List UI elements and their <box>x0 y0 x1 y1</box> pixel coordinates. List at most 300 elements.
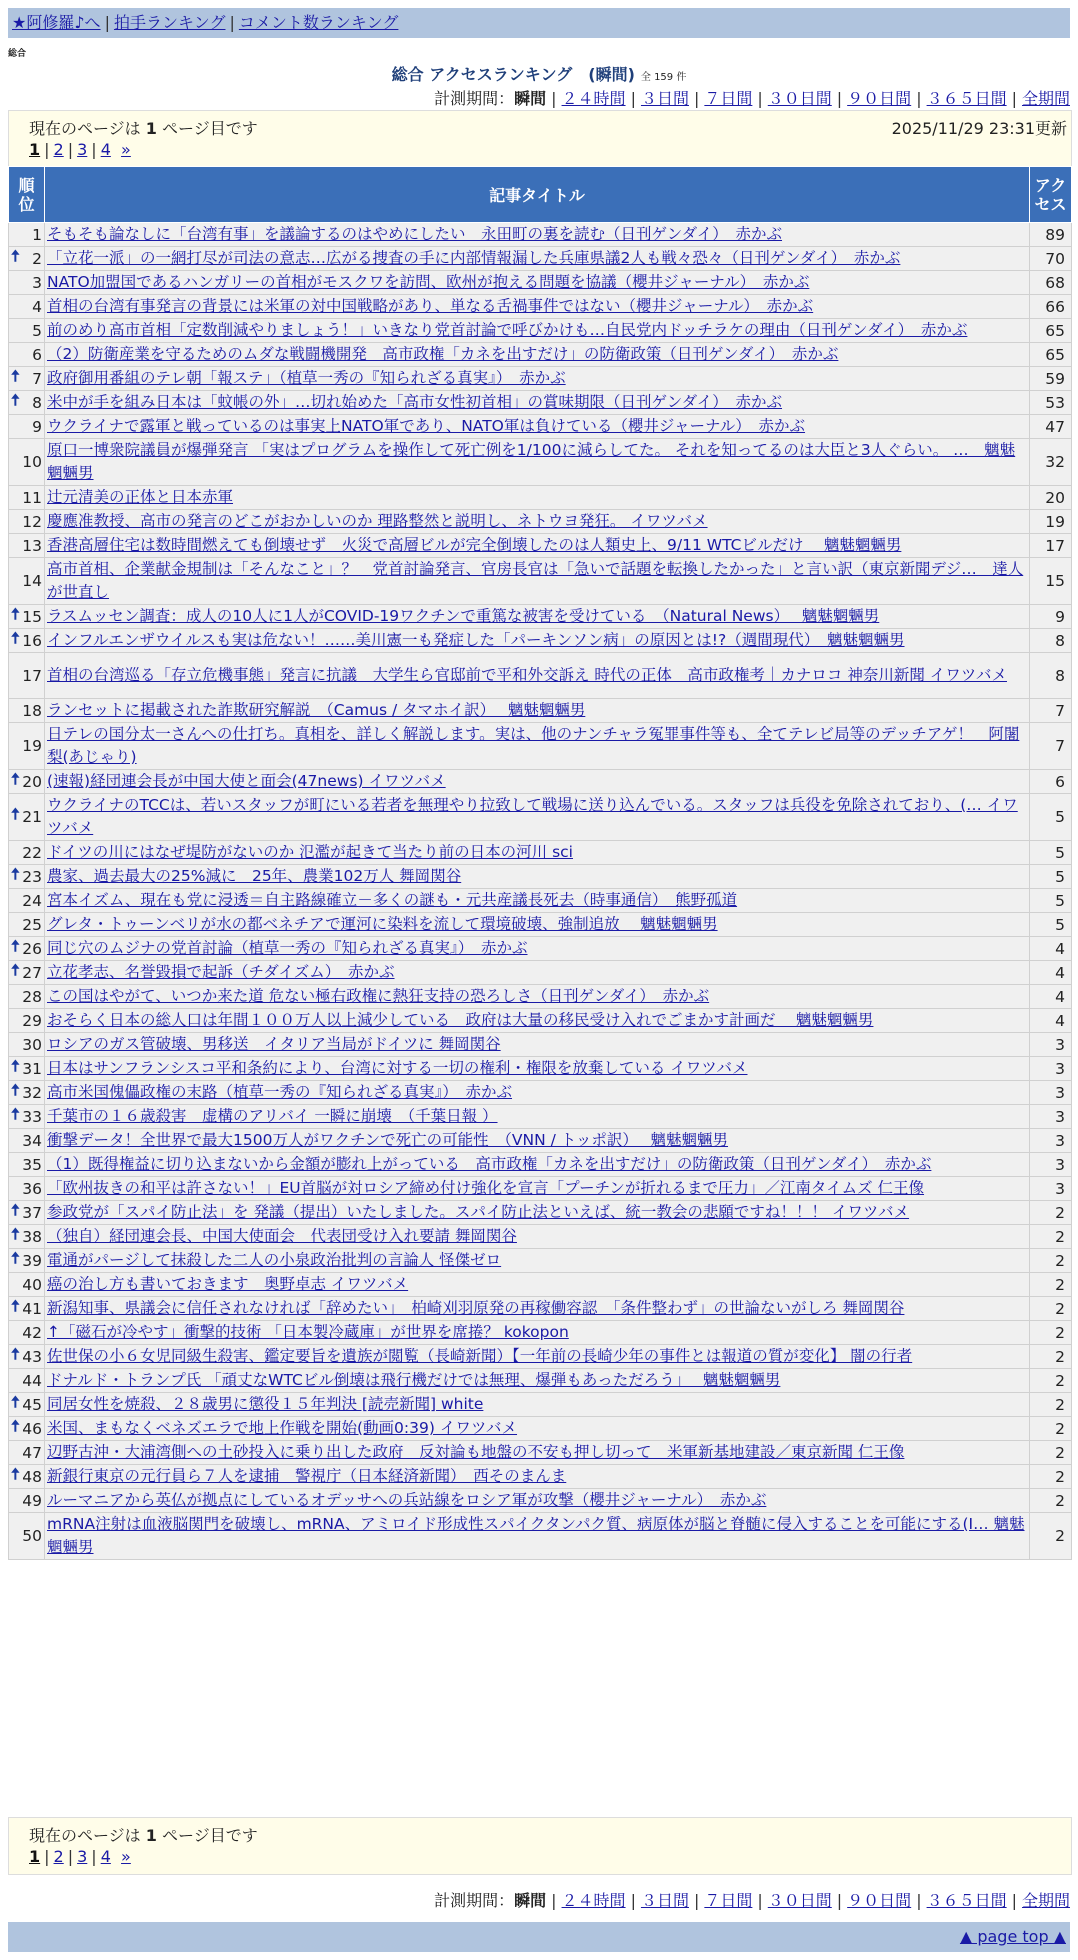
rank-number: 41 <box>22 1299 42 1318</box>
article-link[interactable]: 衝撃データ！全世界で最大1500万人がワクチンで死亡の可能性 （VNN / トッポ訳） 魑魅魍魎男 <box>47 1131 729 1149</box>
table-row <box>9 1393 1072 1417</box>
access-count: 3 <box>1030 1153 1072 1177</box>
rank-number: 39 <box>22 1251 42 1270</box>
rank-number: 7 <box>32 369 42 388</box>
table-row <box>9 605 1072 629</box>
article-link[interactable]: ロシアのガス管破壊、男移送 イタリア当局がドイツに 舞岡関谷 <box>47 1035 501 1053</box>
period-link[interactable]: ３６５日間 <box>926 89 1007 108</box>
access-count: 2 <box>1030 1321 1072 1345</box>
applause-ranking-link[interactable]: 拍手ランキング <box>113 13 226 32</box>
table-row <box>9 937 1072 961</box>
rank-cell <box>9 1465 45 1489</box>
page-heading <box>0 62 1078 85</box>
title-cell <box>45 865 1030 889</box>
rank-number: 13 <box>22 536 42 555</box>
access-count: 4 <box>1030 985 1072 1009</box>
rank-cell <box>9 937 45 961</box>
page-info-box-top <box>8 110 1072 168</box>
article-link[interactable]: 慶應准教授、高市の発言のどこがおかしいのか 理路整然と説明し、ネトウヨ発狂。 イワツバメ <box>47 512 708 530</box>
table-row <box>9 391 1072 415</box>
rank-up-arrow-icon: 🠅 <box>11 960 20 979</box>
period-separator: | <box>693 89 700 108</box>
rank-number: 42 <box>22 1323 42 1342</box>
rank-up-arrow-icon: 🠅 <box>11 1392 20 1411</box>
title-cell <box>45 439 1030 486</box>
table-row <box>9 343 1072 367</box>
period-link[interactable]: ７日間 <box>704 1891 753 1910</box>
pager-link[interactable]: 3 <box>77 140 88 159</box>
rank-number: 5 <box>32 321 42 340</box>
rank-number: 2 <box>32 249 42 268</box>
article-link[interactable]: ウクライナのTCCは、若いスタッフが町にいる若者を無理やり拉致して戦場に送り込んでいる。スタッフは兵役を免除されており、(… イワツバメ <box>47 796 1018 837</box>
rank-up-arrow-icon: 🠅 <box>11 1344 20 1363</box>
rank-cell <box>9 865 45 889</box>
rank-number: 43 <box>22 1347 42 1366</box>
pager-link[interactable]: 4 <box>100 140 111 159</box>
rank-number: 9 <box>32 417 42 436</box>
table-row <box>9 558 1072 605</box>
table-row <box>9 1273 1072 1297</box>
article-link[interactable]: （1）既得権益に切り込まないから金額が膨れ上がっている 高市政権「カネを出すだけ」の防衛政策（日刊ゲンダイ） 赤かぶ <box>47 1155 932 1173</box>
rank-up-arrow-icon: 🠅 <box>11 1464 20 1483</box>
rank-number: 22 <box>22 843 42 862</box>
rank-number: 37 <box>22 1203 42 1222</box>
table-row <box>9 1441 1072 1465</box>
access-count: 32 <box>1030 439 1072 486</box>
article-link[interactable]: おそらく日本の総人口は年間１００万人以上減少している 政府は大量の移民受け入れでごまかす計画だ 魑魅魍魎男 <box>47 1011 874 1029</box>
rank-number: 6 <box>32 345 42 364</box>
rank-cell <box>9 1105 45 1129</box>
rank-number: 49 <box>22 1491 42 1510</box>
title-cell <box>45 985 1030 1009</box>
article-link[interactable]: 参政党が「スパイ防止法」を 発議（提出）いたしました。スパイ防止法といえば、統一教会の悲願ですね！！！ イワツバメ <box>47 1203 910 1221</box>
rank-up-arrow-icon: 🠅 <box>11 1248 20 1267</box>
title-cell <box>45 367 1030 391</box>
article-link[interactable]: ルーマニアから英仏が拠点にしているオデッサへの兵站線をロシア軍が攻撃（櫻井ジャーナル） 赤かぶ <box>47 1491 767 1509</box>
rank-number: 27 <box>22 963 42 982</box>
title-cell <box>45 1129 1030 1153</box>
rank-cell <box>9 223 45 247</box>
title-cell <box>45 295 1030 319</box>
period-separator: | <box>1011 89 1017 108</box>
article-link[interactable]: 香港高層住宅は数時間燃えても倒壊せず 火災で高層ビルが完全倒壊したのは人類史上、9/11 WTCビルだけ 魑魅魍魎男 <box>47 536 902 554</box>
rank-cell <box>9 343 45 367</box>
article-link[interactable]: 政府御用番組のテレ朝「報ステ」（植草一秀の『知られざる真実』） 赤かぶ <box>47 369 566 387</box>
rank-number: 11 <box>22 488 42 507</box>
title-cell <box>45 1201 1030 1225</box>
title-cell <box>45 1297 1030 1321</box>
pager-link[interactable]: 3 <box>77 1847 88 1866</box>
article-link[interactable]: (速報)経団連会長が中国大使と面会(47news) イワツバメ <box>47 772 446 790</box>
article-link[interactable]: 日本はサンフランシスコ平和条約により、台湾に対する一切の権利・権限を放棄している イワツバメ <box>47 1059 748 1077</box>
rank-cell <box>9 1081 45 1105</box>
pager-current: 1 <box>29 140 41 159</box>
pager-link[interactable]: 4 <box>100 1847 111 1866</box>
access-count: 2 <box>1030 1393 1072 1417</box>
pager-separator: | <box>44 1847 50 1866</box>
access-count: 89 <box>1030 223 1072 247</box>
article-link[interactable]: NATO加盟国であるハンガリーの首相がモスクワを訪問、欧州が抱える問題を協議（櫻井ジャーナル） 赤かぶ <box>47 273 810 291</box>
rank-cell <box>9 1057 45 1081</box>
article-link[interactable]: 同居女性を焼殺、２８歳男に懲役１５年判決 [読売新聞] white <box>47 1395 484 1413</box>
access-count: 70 <box>1030 247 1072 271</box>
table-row <box>9 1345 1072 1369</box>
period-selector-bottom <box>434 1888 1070 1911</box>
access-count: 4 <box>1030 1009 1072 1033</box>
access-count: 3 <box>1030 1033 1072 1057</box>
rank-up-arrow-icon: 🠅 <box>11 1056 20 1075</box>
rank-cell <box>9 1417 45 1441</box>
title-cell <box>45 1009 1030 1033</box>
rank-number: 12 <box>22 512 42 531</box>
rank-up-arrow-icon: 🠅 <box>11 366 20 385</box>
article-link[interactable]: 癌の治し方も書いておきます 奥野卓志 イワツバメ <box>47 1275 409 1293</box>
access-count: 20 <box>1030 486 1072 510</box>
rank-cell <box>9 653 45 699</box>
title-cell <box>45 1225 1030 1249</box>
article-link[interactable]: 「欧州抜きの和平は許さない！」EU首脳が対ロシア締め付け強化を宣言「プーチンが折れるまで圧力」／江南タイムズ 仁王像 <box>47 1179 925 1197</box>
rank-number: 46 <box>22 1419 42 1438</box>
article-link[interactable]: ランセットに掲載された詐欺研究解説 （Camus / タマホイ訳） 魑魅魍魎男 <box>47 701 586 719</box>
ranking-table <box>8 166 1072 1560</box>
period-separator: | <box>916 1891 922 1910</box>
period-link[interactable]: ９０日間 <box>847 1891 912 1910</box>
access-count: 2 <box>1030 1417 1072 1441</box>
access-count: 2 <box>1030 1369 1072 1393</box>
table-row <box>9 415 1072 439</box>
access-count: 2 <box>1030 1273 1072 1297</box>
table-row <box>9 1057 1072 1081</box>
access-count: 65 <box>1030 319 1072 343</box>
rank-cell <box>9 1177 45 1201</box>
rank-cell <box>9 889 45 913</box>
title-cell <box>45 794 1030 841</box>
page-title: 総合 アクセスランキング (瞬間) <box>391 65 635 84</box>
access-count: 2 <box>1030 1249 1072 1273</box>
rank-cell <box>9 439 45 486</box>
rank-cell <box>9 1249 45 1273</box>
period-link[interactable]: ３０日間 <box>767 1891 832 1910</box>
article-link[interactable]: 辺野古沖・大浦湾側への土砂投入に乗り出した政府 反対論も地盤の不安も押し切って 米軍新基地建設／東京新聞 仁王像 <box>47 1443 905 1461</box>
access-count: 2 <box>1030 1201 1072 1225</box>
title-cell <box>45 1345 1030 1369</box>
pager-current: 1 <box>29 1847 41 1866</box>
rank-number: 19 <box>22 737 42 755</box>
rank-number: 8 <box>32 393 42 412</box>
title-cell <box>45 889 1030 913</box>
article-link[interactable]: インフルエンザウイルスも実は危ない！……美川憲一も発症した「パーキンソン病」の原因とは!?（週間現代） 魑魅魍魎男 <box>47 631 905 649</box>
period-link[interactable]: ３日間 <box>640 89 689 108</box>
rank-cell <box>9 1225 45 1249</box>
article-link[interactable]: 高市首相、企業献金規制は「そんなこと」？ 党首討論発言、官房長官は「急いで話題を転換したかった」と言い訳（東京新聞デジ… 達人が世直し <box>47 560 1024 601</box>
title-cell <box>45 699 1030 723</box>
header-title: 記事タイトル <box>45 167 1030 223</box>
article-link[interactable]: 原口一博衆院議員が爆弾発言 「実はプログラムを操作して死亡例を1/100に減らしてた。 それを知ってるのは大臣と3人ぐらい。 … 魑魅魍魎男 <box>47 441 1016 482</box>
article-link[interactable]: （2）防衛産業を守るためのムダな戦闘機開発 高市政権「カネを出すだけ」の防衛政策（日刊ゲンダイ） 赤かぶ <box>47 345 839 363</box>
period-separator: | <box>551 89 557 108</box>
rank-cell <box>9 1201 45 1225</box>
rank-number: 32 <box>22 1083 42 1102</box>
access-count: 59 <box>1030 367 1072 391</box>
rank-cell <box>9 1273 45 1297</box>
article-link[interactable]: 米中が手を組み日本は「蚊帳の外」…切れ始めた「高市女性初首相」の賞味期限（日刊ゲンダイ） 赤かぶ <box>47 393 783 411</box>
table-row <box>9 1465 1072 1489</box>
title-cell <box>45 391 1030 415</box>
access-count: 2 <box>1030 1465 1072 1489</box>
table-row <box>9 961 1072 985</box>
rank-cell <box>9 1033 45 1057</box>
title-cell <box>45 629 1030 653</box>
table-row <box>9 486 1072 510</box>
title-cell <box>45 1153 1030 1177</box>
rank-number: 21 <box>22 808 42 826</box>
access-count: 9 <box>1030 605 1072 629</box>
title-cell <box>45 1417 1030 1441</box>
title-cell <box>45 486 1030 510</box>
article-link[interactable]: 新潟知事、県議会に信任されなければ「辞めたい」 柏崎刈羽原発の再稼働容認 「条件整わず」の世論ないがしろ 舞岡関谷 <box>47 1299 905 1317</box>
rank-number: 36 <box>22 1179 42 1198</box>
home-link[interactable]: ★阿修羅♪へ <box>12 13 101 32</box>
rank-cell <box>9 841 45 865</box>
table-row <box>9 985 1072 1009</box>
rank-number: 33 <box>22 1107 42 1126</box>
title-cell <box>45 1249 1030 1273</box>
access-count: 5 <box>1030 865 1072 889</box>
article-link[interactable]: （独自）経団連会長、中国大使面会 代表団受け入れ要請 舞岡関谷 <box>47 1227 517 1245</box>
access-count: 47 <box>1030 415 1072 439</box>
pager-next-link[interactable]: » <box>121 1847 131 1866</box>
period-link[interactable]: ３日間 <box>640 1891 689 1910</box>
access-count: 3 <box>1030 1081 1072 1105</box>
table-row <box>9 841 1072 865</box>
article-link[interactable]: ラスムッセン調査：成人の10人に1人がCOVID-19ワクチンで重篤な被害を受けている （Natural News） 魑魅魍魎男 <box>47 607 880 625</box>
page-top-link[interactable]: ▲ page top ▲ <box>959 1927 1066 1946</box>
period-label: 計測期間： <box>434 1891 515 1910</box>
table-row <box>9 247 1072 271</box>
rank-number: 38 <box>22 1227 42 1246</box>
pager-top <box>29 140 131 159</box>
period-link[interactable]: ２４時間 <box>561 1891 626 1910</box>
nav-separator: | <box>229 13 235 32</box>
table-row <box>9 723 1072 770</box>
article-link[interactable]: 首相の台湾有事発言の背景には米軍の対中国戦略があり、単なる舌禍事件ではない（櫻井ジャーナル） 赤かぶ <box>47 297 814 315</box>
rank-up-arrow-icon: 🠅 <box>11 864 20 883</box>
title-cell <box>45 510 1030 534</box>
rank-number: 17 <box>22 666 42 685</box>
access-count: 5 <box>1030 841 1072 865</box>
rank-number: 14 <box>22 572 42 590</box>
table-row <box>9 534 1072 558</box>
period-label: 計測期間： <box>434 89 515 108</box>
article-link[interactable]: 新銀行東京の元行員ら７人を逮捕 警視庁（日本経済新聞） 西そのまんま <box>47 1467 567 1485</box>
updated-timestamp: 2025/11/29 23:31更新 <box>891 119 1067 138</box>
rank-cell <box>9 1489 45 1513</box>
access-count: 4 <box>1030 937 1072 961</box>
rank-number: 15 <box>22 607 42 626</box>
table-row <box>9 865 1072 889</box>
article-link[interactable]: 宮本イズム、現在も党に浸透＝自主路線確立－多くの謎も・元共産議長死去（時事通信） 熊野孤道 <box>47 891 738 909</box>
rank-cell <box>9 510 45 534</box>
access-count: 6 <box>1030 770 1072 794</box>
title-cell <box>45 1105 1030 1129</box>
article-link[interactable]: 農家、過去最大の25%減に 25年、農業102万人 舞岡関谷 <box>47 867 462 885</box>
period-separator: | <box>1011 1891 1017 1910</box>
rank-number: 34 <box>22 1131 42 1150</box>
access-count: 68 <box>1030 271 1072 295</box>
title-cell <box>45 605 1030 629</box>
table-row <box>9 1513 1072 1560</box>
rank-up-arrow-icon: 🠅 <box>11 1224 20 1243</box>
title-cell <box>45 841 1030 865</box>
table-row <box>9 1177 1072 1201</box>
article-link[interactable]: 日テレの国分太一さんへの仕打ち。真相を、詳しく解説します。実は、他のナンチャラ冤罪事件等も、全てテレビ局等のデッチアゲ！ 阿闍梨(あじゃり) <box>47 725 1020 766</box>
access-count: 4 <box>1030 961 1072 985</box>
rank-up-arrow-icon: 🠅 <box>11 936 20 955</box>
header-access: アクセス <box>1030 167 1072 223</box>
rank-number: 1 <box>32 225 42 244</box>
pager-next-link[interactable]: » <box>121 140 131 159</box>
access-count: 7 <box>1030 723 1072 770</box>
period-link[interactable]: 全期間 <box>1021 89 1070 108</box>
table-row <box>9 295 1072 319</box>
rank-cell <box>9 367 45 391</box>
rank-number: 4 <box>32 297 42 316</box>
table-row <box>9 1129 1072 1153</box>
period-link[interactable]: ２４時間 <box>561 89 626 108</box>
comment-ranking-link[interactable]: コメント数ランキング <box>238 13 399 32</box>
article-link[interactable]: 米国、まもなくベネズエラで地上作戦を開始(動画0:39) イワツバメ <box>47 1419 518 1437</box>
rank-up-arrow-icon: 🠅 <box>11 390 20 409</box>
table-row <box>9 1225 1072 1249</box>
rank-number: 50 <box>22 1527 42 1545</box>
table-row <box>9 223 1072 247</box>
rank-cell <box>9 1513 45 1560</box>
period-link[interactable]: ７日間 <box>704 89 753 108</box>
category-label: 総合 <box>8 49 27 59</box>
period-separator: | <box>630 89 636 108</box>
rank-cell <box>9 629 45 653</box>
period-link[interactable]: ９０日間 <box>847 89 912 108</box>
rank-cell <box>9 1297 45 1321</box>
article-link[interactable]: ↑「磁石が冷やす」衝撃的技術 「日本製冷蔵庫」が世界を席捲？ kokopon <box>47 1323 569 1341</box>
period-link[interactable]: 全期間 <box>1021 1891 1070 1910</box>
period-separator: | <box>836 1891 843 1910</box>
article-link[interactable]: 「立花一派」の一網打尽が司法の意志…広がる捜査の手に内部情報漏した兵庫県議2人も戦々恐々（日刊ゲンダイ） 赤かぶ <box>47 249 901 267</box>
article-link[interactable]: 電通がパージして抹殺した二人の小泉政治批判の言論人 怪傑ゼロ <box>47 1251 502 1269</box>
article-link[interactable]: 千葉市の１６歳殺害 虚構のアリバイ 一瞬に崩壊 （千葉日報 ） <box>47 1107 498 1125</box>
period-link[interactable]: ３６５日間 <box>926 1891 1007 1910</box>
title-cell <box>45 1321 1030 1345</box>
access-count: 3 <box>1030 1129 1072 1153</box>
title-cell <box>45 1393 1030 1417</box>
article-link[interactable]: 前のめり高市首相「定数削減やりましょう！」いきなり党首討論で呼びかけも…自民党内ドッチラケの理由（日刊ゲンダイ） 赤かぶ <box>47 321 968 339</box>
title-cell <box>45 1057 1030 1081</box>
pager-link[interactable]: 2 <box>53 1847 64 1866</box>
rank-up-arrow-icon: 🠅 <box>11 604 20 623</box>
rank-up-arrow-icon: 🠅 <box>11 1104 20 1123</box>
table-row <box>9 1009 1072 1033</box>
table-row <box>9 1081 1072 1105</box>
title-cell <box>45 415 1030 439</box>
rank-cell <box>9 271 45 295</box>
article-link[interactable]: この国はやがて、いつか来た道 危ない極右政権に熱狂支持の恐ろしさ（日刊ゲンダイ） 赤かぶ <box>47 987 710 1005</box>
article-link[interactable]: ドナルド・トランプ氏 「頑丈なWTCビル倒壊は飛行機だけでは無理、爆弾もあっただろう」 魑魅魍魎男 <box>47 1371 781 1389</box>
access-count: 19 <box>1030 510 1072 534</box>
table-row <box>9 794 1072 841</box>
access-count: 15 <box>1030 558 1072 605</box>
article-link[interactable]: 立花孝志、名誉毀損で起訴（チダイズム） 赤かぶ <box>47 963 395 981</box>
access-count: 2 <box>1030 1441 1072 1465</box>
access-count: 53 <box>1030 391 1072 415</box>
rank-number: 30 <box>22 1035 42 1054</box>
pager-bottom <box>29 1847 131 1866</box>
period-separator: | <box>836 89 843 108</box>
article-link[interactable]: mRNA注射は血液脳関門を破壊し、mRNA、アミロイド形成性スパイクタンパク質、病原体が脳と脊髄に侵入することを可能にする(I… 魑魅魍魎男 <box>47 1515 1025 1556</box>
rank-cell <box>9 486 45 510</box>
article-link[interactable]: 同じ穴のムジナの党首討論（植草一秀の『知られざる真実』） 赤かぶ <box>47 939 528 957</box>
rank-cell <box>9 985 45 1009</box>
table-row <box>9 653 1072 699</box>
rank-cell <box>9 913 45 937</box>
rank-number: 3 <box>32 273 42 292</box>
rank-cell <box>9 605 45 629</box>
rank-cell <box>9 415 45 439</box>
article-link[interactable]: 首相の台湾巡る「存立危機事態」発言に抗議 大学生ら官邸前で平和外交訴え 時代の正体 高市政権考｜カナロコ 神奈川新聞 イワツバメ <box>47 666 1007 684</box>
title-cell <box>45 271 1030 295</box>
rank-number: 10 <box>22 453 42 471</box>
article-link[interactable]: 高市米国傀儡政権の末路（植草一秀の『知られざる真実』） 赤かぶ <box>47 1083 513 1101</box>
period-current: 瞬間 <box>514 89 547 108</box>
article-link[interactable]: 辻元清美の正体と日本赤軍 <box>47 488 234 506</box>
rank-cell <box>9 1393 45 1417</box>
table-row <box>9 319 1072 343</box>
title-cell <box>45 247 1030 271</box>
rank-number: 16 <box>22 631 42 650</box>
article-link[interactable]: グレタ・トゥーンベリが水の都ベネチアで運河に染料を流して環境破壊、強制追放 魑魅魍魎男 <box>47 915 718 933</box>
article-link[interactable]: 佐世保の小６女児同級生殺害、鑑定要旨を遺族が閲覧（長崎新聞）【一年前の長崎少年の事件とは報道の質が変化】 闇の行者 <box>47 1347 913 1365</box>
rank-up-arrow-icon: 🠅 <box>11 1080 20 1099</box>
rank-cell <box>9 1009 45 1033</box>
period-separator: | <box>757 89 763 108</box>
rank-number: 18 <box>22 701 42 720</box>
table-row <box>9 1249 1072 1273</box>
header-rank: 順位 <box>9 167 45 223</box>
rank-cell <box>9 1345 45 1369</box>
rank-cell <box>9 723 45 770</box>
period-separator: | <box>630 1891 636 1910</box>
rank-cell <box>9 295 45 319</box>
title-cell <box>45 961 1030 985</box>
page-indicator: 現在のページは 1 ページ目です <box>29 1826 258 1845</box>
title-cell <box>45 223 1030 247</box>
rank-number: 24 <box>22 891 42 910</box>
rank-cell <box>9 247 45 271</box>
table-row <box>9 1369 1072 1393</box>
article-link[interactable]: そもそも論なしに「台湾有事」を議論するのはやめにしたい 永田町の裏を読む（日刊ゲンダイ） 赤かぶ <box>47 225 783 243</box>
table-row <box>9 889 1072 913</box>
article-link[interactable]: ドイツの川にはなぜ堤防がないのか 氾濫が起きて当たり前の日本の河川 sci <box>47 843 573 861</box>
title-cell <box>45 1273 1030 1297</box>
period-link[interactable]: ３０日間 <box>767 89 832 108</box>
title-cell <box>45 1489 1030 1513</box>
rank-cell <box>9 1153 45 1177</box>
table-row <box>9 1153 1072 1177</box>
access-count: 5 <box>1030 913 1072 937</box>
article-link[interactable]: ウクライナで露軍と戦っているのは事実上NATO軍であり、NATO軍は負けている（櫻井ジャーナル） 赤かぶ <box>47 417 806 435</box>
pager-link[interactable]: 2 <box>53 140 64 159</box>
title-cell <box>45 1081 1030 1105</box>
access-count: 65 <box>1030 343 1072 367</box>
